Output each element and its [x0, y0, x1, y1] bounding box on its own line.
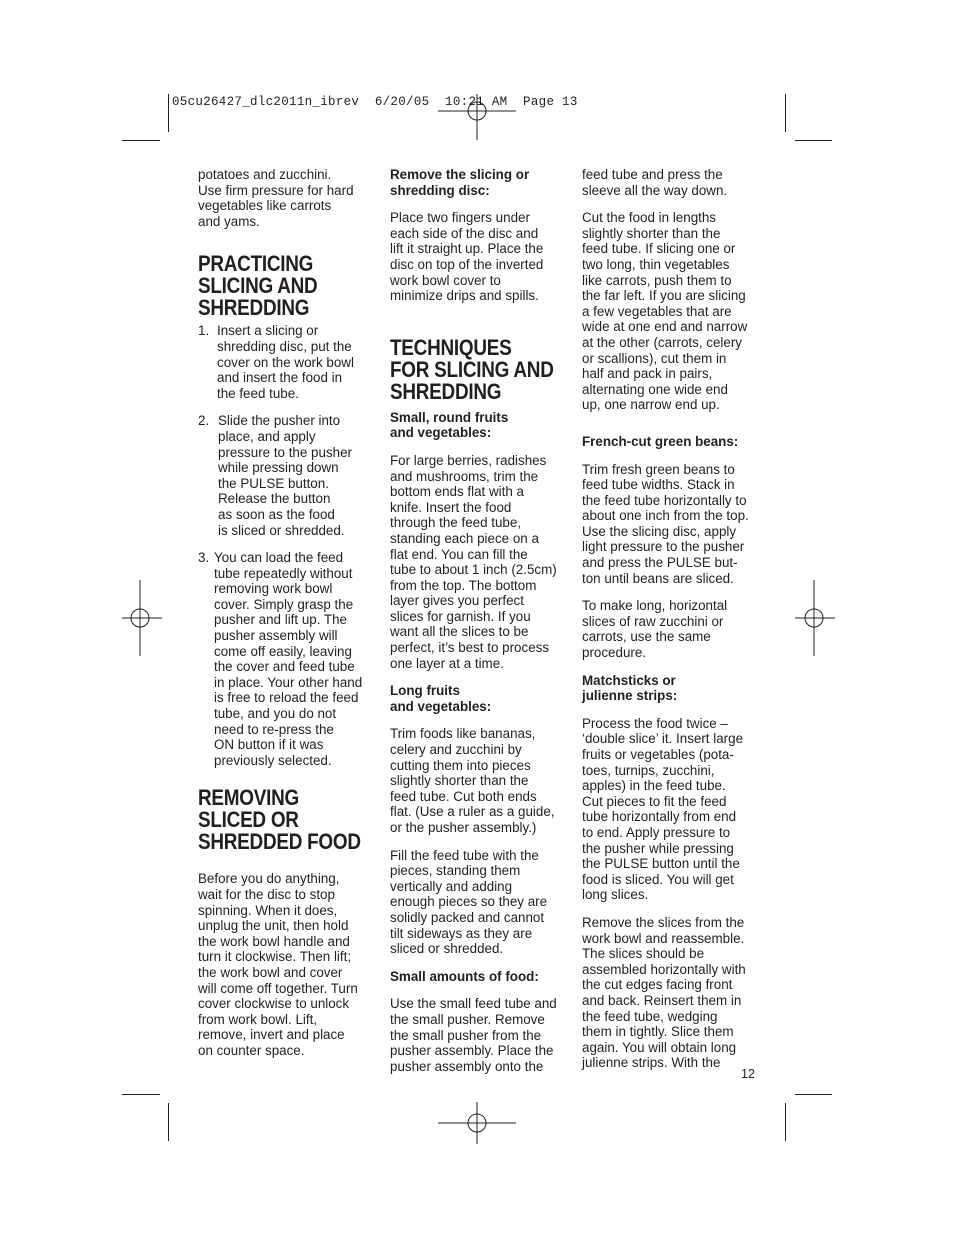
small-amounts-paragraph: Use the small feed tube and the small pusher. Remove the small pusher from the pusher assembly. Place the pusher assembly onto the	[390, 996, 557, 1074]
page-number: 12	[741, 1067, 755, 1081]
subheading-matchsticks: Matchsticks or julienne strips:	[582, 672, 678, 704]
intro-paragraph: potatoes and zucchini. Use firm pressure for hard vegetables like carrots and yams.	[198, 167, 354, 229]
registration-mark-bottom-icon	[438, 1102, 516, 1144]
removing-paragraph: Before you do anything, wait for the disc to stop spinning. When it does, unplug the unit, then hold the work bowl handle and turn it clockwise. Then lift; the work bowl and cover will come off together. Turn cover clockwise to unlock from work bowl. Lift, remove, invert and place on counter space.	[198, 871, 358, 1058]
crop-mark-top-right-v	[785, 94, 786, 132]
subheading-long: Long fruits and vegetables:	[390, 683, 492, 714]
subheading-french-cut: French-cut green beans:	[582, 433, 739, 449]
french-cut-paragraph: Trim fresh green beans to feed tube widths. Stack in the feed tube horizontally to about one inch from the top. Use the slicing disc, apply light pressure to the pusher and press the PULSE but- ton until beans are sliced.	[582, 461, 749, 586]
subheading-remove-disc: Remove the slicing or shredding disc:	[390, 167, 530, 198]
subheading-small-round: Small, round fruits and vegetables:	[390, 409, 509, 441]
column-3	[582, 167, 764, 1071]
zucchini-paragraph: To make long, horizontal slices of raw zucchini or carrots, use the same procedure.	[582, 598, 728, 661]
crop-mark-top-right-h	[795, 140, 832, 141]
continued-paragraph: feed tube and press the sleeve all the way down.	[582, 167, 728, 198]
column-2	[390, 167, 570, 1074]
long-paragraph-2: Fill the feed tube with the pieces, standing them vertically and adding enough pieces so they are solidly packed and cannot tilt sideways as they are sliced or shredded.	[390, 847, 548, 957]
remove-disc-paragraph: Place two fingers under each side of the disc and lift it straight up. Place the disc on top of the inverted work bowl cover to minimize drips and spills.	[390, 210, 544, 304]
matchsticks-paragraph-2: Remove the slices from the work bowl and reassemble. The slices should be assembled horizontally with the cut edges facing front and back. Reinsert them in the feed tube, wedging them in tightly. Slice them again. You will obtain long julienne strips. With the	[582, 914, 746, 1071]
print-slug: 05cu26427_dlc2011n_ibrev 6/20/05 10:21 AM Page 13	[172, 95, 578, 109]
registration-mark-left-icon	[122, 580, 162, 656]
crop-mark-bottom-right-h	[795, 1094, 832, 1095]
registration-mark-top-icon	[438, 94, 516, 140]
crop-mark-bottom-left-h	[122, 1094, 160, 1095]
long-paragraph-1: Trim foods like bananas, celery and zucchini by cutting them into pieces slightly shorter than the feed tube. Cut both ends flat. (Use a ruler as a guide, or the pusher assembly.)	[390, 726, 555, 835]
crop-mark-bottom-right-v	[785, 1103, 786, 1141]
crop-mark-bottom-left-v	[168, 1103, 169, 1141]
list-item-step-2: 2. Slide the pusher into place, and apply pressure to the pusher while pressing down the PULSE button. Release the button as soon as the food is sliced or shredded.	[198, 413, 352, 538]
column-1	[198, 167, 378, 1059]
list-item-step-3: 3. You can load the feed tube repeatedly without removing work bowl cover. Simply grasp the pusher and lift up. The pusher assembly will come off easily, leaving the cover and feed tube in place. Your other hand is free to reload the feed tube, and you do not need to re-press the ON button if it was previously selected.	[198, 550, 363, 768]
matchsticks-paragraph-1: Process the food twice – ‘double slice’ it. Insert large fruits or vegetables (pota- toes, turnips, zucchini, apples) in the feed tube. Cut pieces to fit the feed tube horizontally from end to end. Apply pressure to the pusher while pressing the PULSE button until the food is sliced. You will get long slices.	[582, 715, 744, 903]
crop-mark-top-left-h	[122, 140, 160, 141]
heading-removing: REMOVING SLICED OR SHREDDED FOOD	[198, 785, 361, 855]
subheading-small-amounts: Small amounts of food:	[390, 968, 539, 984]
heading-practicing: PRACTICING SLICING AND SHREDDING	[198, 251, 318, 321]
heading-techniques: TECHNIQUES FOR SLICING AND SHREDDING	[390, 334, 554, 404]
cut-paragraph: Cut the food in lengths slightly shorter than the feed tube. If slicing one or two long, thin vegetables like carrots, push them to the far left. If you are slicing a few vegetables that are wide at one end and narrow at the other (carrots, celery or scallions), cut them in half and pack in pairs, alternating one wide end up, one narrow end up.	[582, 210, 748, 413]
crop-mark-top-left-v	[168, 94, 169, 132]
small-round-paragraph: For large berries, radishes and mushrooms, trim the bottom ends flat with a knife. Insert the food through the feed tube, standing each piece on a flat end. You can fill the tube to about 1 inch (2.5cm) from the top. The bottom layer gives you perfect slices for garnish. If you want all the slices to be perfect, it’s best to process one layer at a time.	[390, 452, 557, 671]
registration-mark-right-icon	[795, 580, 835, 656]
list-item-step-1: 1. Insert a slicing or shredding disc, put the cover on the work bowl and insert the food in the feed tube.	[198, 323, 354, 401]
